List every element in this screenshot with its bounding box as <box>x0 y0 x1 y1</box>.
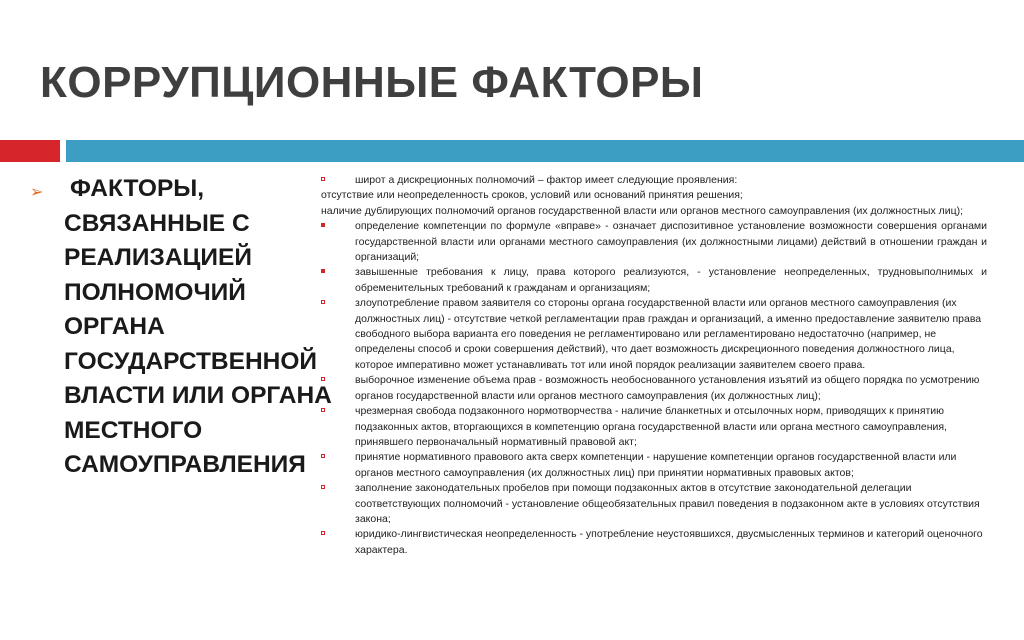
arrow-bullet-icon: ➢ <box>30 184 44 201</box>
heading-line: ГОСУДАРСТВЕННОЙ <box>64 347 318 375</box>
list-item-text: злоупотребление правом заявителя со стороны органа государственной власти или органов местного самоуправления (их должностных лиц) - отсутствие четкой регламентации прав граждан и организаций, а именно предоставление заявителю права свободного выбора варианта его поведения не регламентировано или регламентировано недостаточно (например, не определены способ и сроки совершения действий), что дает возможность дискреционного поведения должностного лица, которое императивно может устанавливать тот или иной порядок реализации заявителем своего права. <box>355 297 982 371</box>
square-bullet-icon <box>321 531 325 535</box>
list-item <box>321 404 987 450</box>
heading-line: САМОУПРАВЛЕНИЯ <box>64 451 306 478</box>
square-bullet-icon <box>321 300 325 304</box>
heading-line: ПОЛНОМОЧИЙ <box>64 278 246 306</box>
list-item-text: выборочное изменение объема прав - возможность необоснованного установления изъятий из общего порядка по усмотрению органов государственной власти или органов местного самоуправления (их должностных лиц); <box>355 374 980 402</box>
square-bullet-icon <box>321 377 325 381</box>
list-item <box>321 219 987 265</box>
list-item <box>321 265 987 296</box>
heading-line: ВЛАСТИ ИЛИ ОРГАНА <box>64 382 332 409</box>
list-item-text: заполнение законодательных пробелов при помощи подзаконных актов в отсутствие законодательной делегации соответствующих полномочий - установление общеобязательных правил поведения в подзаконном акте в условиях отсутствия закона; <box>355 482 980 525</box>
left-heading-block <box>30 172 330 483</box>
heading-line: МЕСТНОГО <box>64 416 203 444</box>
heading-line: ФАКТОРЫ, <box>70 175 205 202</box>
list-item-text: чрезмерная свобода подзаконного нормотворчества - наличие бланкетных и отсылочных норм, приводящих к принятию подзаконных актов, вторгающихся в компетенцию органа государственной власти или органа местного самоуправления, принявшего первоначальный нормативный правовой акт; <box>355 405 947 448</box>
factors-list <box>321 173 987 558</box>
square-bullet-icon <box>321 223 325 227</box>
list-item-text: юридико-лингвистическая неопределенность - употребление неустоявшихся, двусмысленных терминов и категорий оценочного характера. <box>355 528 983 556</box>
accent-bar-blue <box>66 140 1024 162</box>
heading-line: ОРГАНА <box>64 313 165 340</box>
list-item <box>321 481 987 527</box>
accent-bar-red <box>0 140 60 162</box>
square-bullet-icon <box>321 177 325 181</box>
list-item-text: широт а дискреционных полномочий – фактор имеет следующие проявления: <box>355 174 738 186</box>
list-item-text: завышенные требования к лицу, права которого реализуются, - установление неопределенных, трудновыполнимых и обременительных требований к гражданам и организациям; <box>355 266 987 294</box>
list-item-text: отсутствие или неопределенность сроков, условий или оснований принятия решения; <box>321 189 743 202</box>
square-bullet-icon <box>321 485 325 489</box>
list-item <box>321 188 987 203</box>
section-heading <box>64 172 330 483</box>
square-bullet-icon <box>321 269 325 273</box>
slide-title: КОРРУПЦИОННЫЕ ФАКТОРЫ <box>40 58 704 107</box>
list-item <box>321 296 987 373</box>
list-item-text: наличие дублирующих полномочий органов государственной власти или органов местного самоуправления (их должностных лиц); <box>321 204 964 217</box>
list-item <box>321 450 987 481</box>
list-item-text: принятие нормативного правового акта сверх компетенции - нарушение компетенции органов государственной власти или органов местного самоуправления (их должностных лиц) при принятии нормативных правовых актов; <box>355 451 957 479</box>
square-bullet-icon <box>321 454 325 458</box>
heading-line: СВЯЗАННЫЕ С <box>64 209 250 237</box>
list-item <box>321 173 987 188</box>
list-item <box>321 204 987 219</box>
list-item <box>321 527 987 558</box>
square-bullet-icon <box>321 408 325 412</box>
list-item <box>321 373 987 404</box>
list-item-text: определение компетенции по формуле «вправе» - означает диспозитивное установление возможности совершения органами государственной власти или органами местного самоуправления (их должностными лицами) действий в отношении граждан и организаций; <box>355 220 987 264</box>
heading-line: РЕАЛИЗАЦИЕЙ <box>64 244 252 271</box>
